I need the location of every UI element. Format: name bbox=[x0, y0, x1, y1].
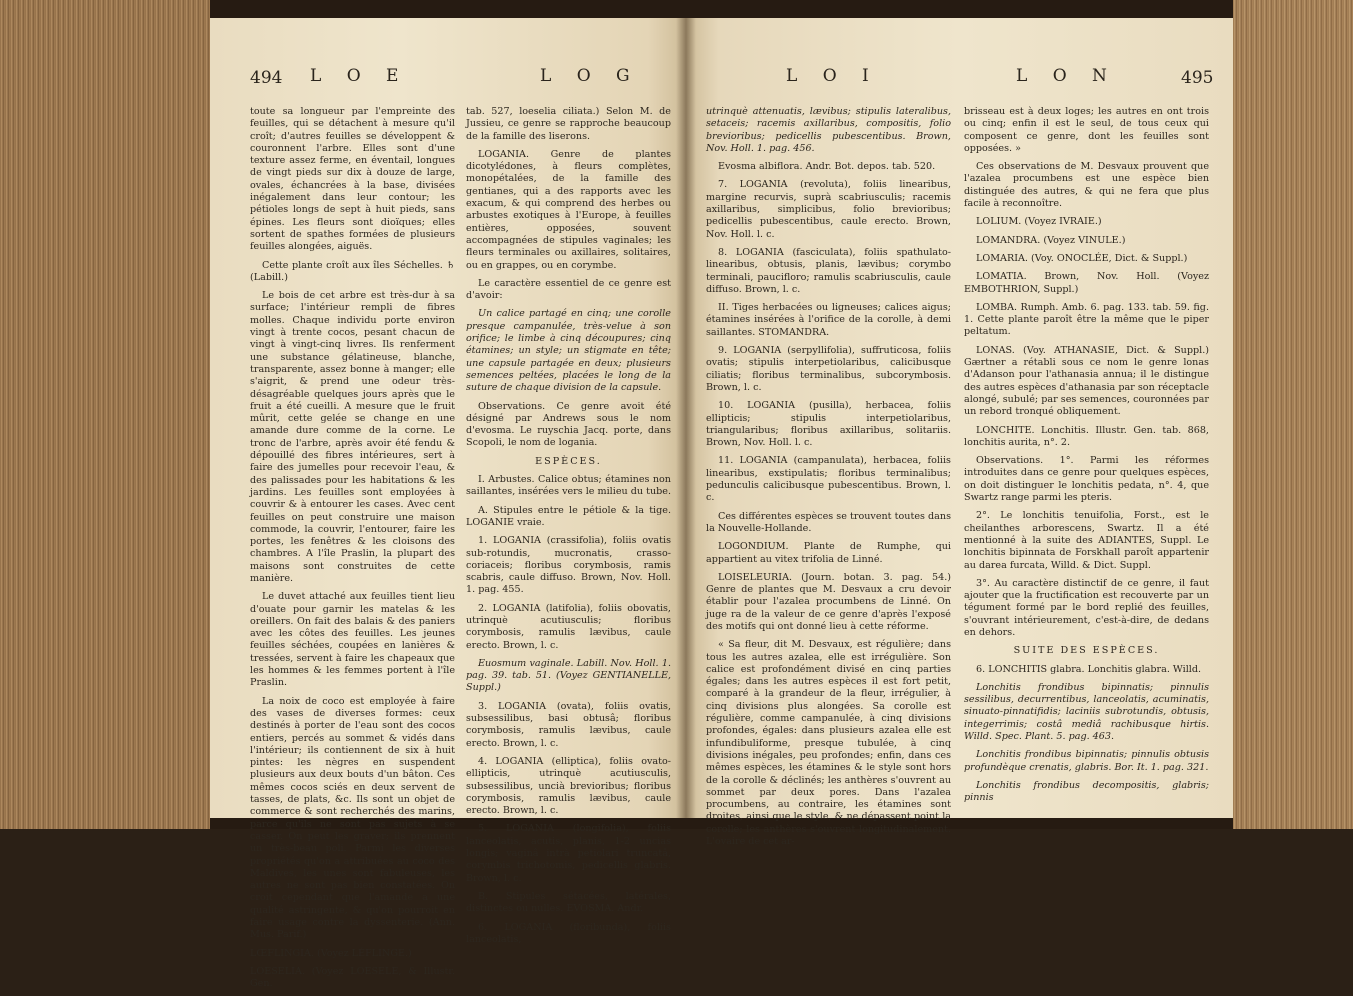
paragraph: Evosma albiflora. Andr. Bot. depos. tab. 520. bbox=[718, 161, 936, 173]
paragraph: Observations. 1°. Parmi les réformes introduites dans ce genre pour quelques espèces, on doit distinguer le lonchitis pedata, n°. 4, que Swartz range parmi les pteris. bbox=[964, 455, 1209, 504]
paragraph: 2°. Le lonchitis tenuifolia, Forst., est le cheilanthes arborescens, Swartz. Il a été mentionné à la suite des ADIANTES, Suppl. Le lonchitis bipinnata de Forskhall paroît appartenir au darea furcata, Willd. & Dict. Suppl. bbox=[964, 510, 1209, 571]
species-entry: 7. LOGANIA (revoluta), foliis linearibus, margine recurvis, suprà scabriusculis; racemis axillaribus, simplicibus, folio brevioribus; pedicellis pubescentibus, caule erecto. Brown, Nov. Holl. l. c. bbox=[706, 179, 951, 240]
left-running-head-right: L O G bbox=[540, 66, 640, 86]
paragraph: 3°. Au caractère distinctif de ce genre, il faut ajouter que la fructification est recouverte par un tégument formé par le bord replié des feuilles, s'ouvrant intérieurement, c'est-à-dire, de dedans en dehors. bbox=[964, 577, 1209, 638]
species-entry: 3. LOGANIA (ovata), foliis ovatis, subsessilibus, basi obtusâ; floribus corymbosis, ramulis lævibus, caule erecto. Brown, l. c. bbox=[466, 700, 671, 749]
entry-logania: LOGANIA. Genre de plantes dicotylédones, à fleurs complètes, monopétalées, de la famille des gentianes, qui a des rapports avec les exacum, & qui comprend des herbes ou arbustes exotiques à l'Europe, à feuilles entières, opposées, souvent accompagnées de stipules vaginales; les fleurs terminales ou axillaires, solitaires, ou en grappes, ou en corymbe. bbox=[466, 148, 671, 271]
species-entry: 6. LOGANIA (floribunda), foliis lanceolatis, bbox=[466, 921, 671, 945]
paragraph: Cette plante croît aux îles Séchelles. ♄ (Labill.) bbox=[250, 259, 455, 283]
paragraph: toute sa longueur par l'empreinte des feuilles, qui se détachent à mesure qu'il croît; d'autres feuilles se développent & couronnent l'arbre. Elles sont d'une texture assez ferme, en éventail, longues de vingt pieds sur dix à douze de large, ovales, échancrées à la base, divisées inégalement dans leur contour; les pétioles longs de sept à huit pieds, sans épines. Les fleurs sont dioïques; elles sortent de spathes formées de plusieurs feuilles alongées, aiguës. bbox=[250, 106, 455, 253]
paragraph: A. Stipules entre le pétiole & la tige. LOGANIE vraie. bbox=[466, 504, 671, 528]
right-column-1 bbox=[706, 106, 951, 854]
paragraph: Ces différentes espèces se trouvent toutes dans la Nouvelle-Hollande. bbox=[706, 510, 951, 534]
paragraph: I. Arbustes. Calice obtus; étamines non saillantes, insérées vers le milieu du tube. bbox=[466, 474, 671, 498]
section-heading: SUITE DES ESPÈCES. bbox=[1013, 645, 1160, 657]
entry-loeselia: LOESELIA. (Voyez LOESELE, & Illustr. Gen. bbox=[250, 965, 455, 990]
paragraph: Un calice partagé en cinq; une corolle presque campanulée, très-velue à son orifice; le limbe à cinq découpures; cinq étamines; un style; un stigmate en tête; une capsule partagée en deux; plusieurs semences peltées, placées le long de la suture de chaque division de la capsule. bbox=[466, 308, 671, 394]
paragraph: La noix de coco est employée à faire des vases de diverses formes: ceux destinés à porter de l'eau sont des cocos entiers, percés au sommet & vidés dans l'intérieur; ils contiennent de six à huit pintes: les nègres en suspendent plusieurs aux deux bouts d'un bâton. Ces mêmes cocos sciés en deux servent de tasses, de plats, &c. Ils sont un objet de commerce & sont recherchés des marins, parce qu'ils ne sont pas sujets à se casser. On peut les graver; ils prennent un très-beau poli. Parmi les diverses propriétés qu'on a attribuées au coco des Maldives, les unes sont fabuleuses, les autres ne sont pas bien constatées. On croit cependant que l'amande a une qualité astringente, & qu'on pourroit en faire usage contre la dyssenterie. (Ann. Mus. Parif.) bbox=[250, 695, 455, 941]
paragraph: Ces observations de M. Desvaux prouvent que l'azalea procumbens est une espèce bien distinguée des autres, & qui ne fera que plus facile à reconnoître. bbox=[964, 161, 1209, 210]
right-running-head-left: L O I bbox=[786, 66, 879, 86]
paragraph: B. Stipules sétacées, latérales, distinctes ou nulles. EVOSMA. Andr. bbox=[466, 890, 671, 915]
paragraph: utrinquè attenuatis, lævibus; stipulis lateralibus, setaceis; racemis axillaribus, compositis, folio brevioribus; pedicellis pubescentibus. Brown, Nov. Holl. 1. pag. 456. bbox=[706, 106, 951, 154]
entry-lonchite: LONCHITE. Lonchitis. Illustr. Gen. tab. 868, lonchitis aurita, n°. 2. bbox=[964, 424, 1209, 448]
left-column-1 bbox=[250, 106, 455, 996]
left-page-number: 494 bbox=[250, 68, 283, 88]
species-entry: 1. LOGANIA (crassifolia), foliis ovatis sub-rotundis, mucronatis, crasso-coriaceis; floribus corymbosis, ramis scabris, caule diffuso. Brown, Nov. Holl. 1. pag. 455. bbox=[466, 535, 671, 596]
species-entry: 4. LOGANIA (elliptica), foliis ovato-ellipticis, utrinquè acutiusculis, subsessilibus, uncià brevioribus; floribus corymbosis, ramulis lævibus, caule erecto. Brown, l. c. bbox=[466, 755, 671, 817]
entry-loeflingia: LŒFLINGIA. (Voyez LÉFLINGE.) bbox=[250, 947, 412, 959]
entry-lomatia: LOMATIA. Brown, Nov. Holl. (Voyez EMBOTHRION, Suppl.) bbox=[964, 271, 1209, 295]
species-entry: Lonchitis frondibus decompositis, glabris; pinnis bbox=[964, 779, 1209, 804]
paragraph: Observations. Ce genre avoit été désigné par Andrews sous le nom d'evosma. Le ruyschia Jacq. porte, dans Scopoli, le nom de logania. bbox=[466, 400, 671, 449]
left-page-edges bbox=[0, 0, 210, 829]
species-entry: 8. LOGANIA (fasciculata), foliis spathulato-linearibus, obtusis, planis, lævibus; corymbo terminali, paucifloro; ramulis scabriusculis, caule diffuso. Brown, l. c. bbox=[706, 246, 951, 295]
entry-lomaria: LOMARIA. (Voy. ONOCLÉE, Dict. & Suppl.) bbox=[976, 252, 1188, 264]
right-page-edges bbox=[1233, 0, 1353, 829]
entry-logondium: LOGONDIUM. Plante de Rumphe, qui appartient au vitex trifolia de Linné. bbox=[706, 541, 951, 565]
entry-lolium: LOLIUM. (Voyez IVRAIE.) bbox=[976, 216, 1102, 228]
species-entry: 9. LOGANIA (serpyllifolia), suffruticosa, foliis ovatis; stipulis interpetiolaribus, calicibusque ciliatis; floribus terminalibus, subcorymbosis. Brown, l. c. bbox=[706, 345, 951, 393]
right-page bbox=[686, 18, 1233, 848]
entry-lomandra: LOMANDRA. (Voyez VINULE.) bbox=[976, 234, 1126, 246]
paragraph: II. Tiges herbacées ou ligneuses; calices aigus; étamines insérées à l'orifice de la corolle, à demi saillantes. STOMANDRA. bbox=[706, 302, 951, 338]
right-column-2 bbox=[964, 106, 1209, 811]
entry-loiseleuria: LOISELEURIA. (Journ. botan. 3. pag. 54.) Genre de plantes que M. Desvaux a cru devoir établir pour l'azalea procumbens de Linné. On juge ra de la valeur de ce genre d'après l'exposé des motifs qui ont donné lieu à cette réforme. bbox=[706, 571, 951, 632]
species-entry: Euosmum vaginale. Labill. Nov. Holl. 1. pag. 39. tab. 51. (Voyez GENTIANELLE, Suppl.) bbox=[466, 657, 671, 694]
species-entry: Lonchitis frondibus bipinnatis; pinnulis sessilibus, decurrentibus, lanceolatis, acuminatis, sinuato-pinnatifidis; laciniis subrotundis, obtusis, integerrimis; costâ mediâ rachibusque hirtis. Willd. Spec. Plant. 5. pag. 463. bbox=[964, 681, 1209, 743]
paragraph: Le duvet attaché aux feuilles tient lieu d'ouate pour garnir les matelas & les oreillers. On fait des balais & des paniers avec les côtes des feuilles. Les jeunes feuilles séchées, coupées en lanières & tressées, servent à faire les chapeaux que les hommes & les femmes portent à l'île Praslin. bbox=[250, 591, 455, 689]
book-gutter bbox=[676, 18, 696, 818]
paragraph: Le bois de cet arbre est très-dur à sa surface; l'intérieur rempli de fibres molles. Chaque individu porte environ vingt à trente cocos, pesant chacun de vingt à vingt-cinq livres. Ils renferment une substance gélatineuse, blanche, transparente, assez bonne à manger; elle s'aigrit, & prend une odeur très-désagréable quelques jours après que le fruit a été cueilli. A mesure que le fruit mûrit, cette gelée se change en une amande dure comme de la corne. Le tronc de l'arbre, après avoir été fendu & dépouillé des fibres intérieures, sert à faire des jumelles pour recevoir l'eau, & des palissades pour les habitations & les jardins. Les feuilles sont employées à couvrir & à entourer les cases. Avec cent feuilles on peut construire une maison commode, la couvrir, l'entourer, faire les portes, les fenêtres & les cloisons des chambres. A l'île Praslin, la plupart des maisons sont construites de cette manière. bbox=[250, 290, 455, 584]
left-page bbox=[210, 18, 686, 990]
species-entry: 10. LOGANIA (pusilla), herbacea, foliis ellipticis; stipulis interpetiolaribus, triangularibus; floribus axillaribus, solitariis. Brown, Nov. Holl. l. c. bbox=[706, 400, 951, 449]
section-heading: ESPÈCES. bbox=[535, 455, 602, 467]
species-entry: 5. LOGANIA (longifolia), foliis lanceolatis, acutis, planis, 1-2 uncias longis; vaginâ intrà petiolari truncatâ, corymbis trichotomis, pedicellis glabris. Brown, l. c. bbox=[466, 823, 671, 884]
species-entry: Lonchitis frondibus bipinnatis; pinnulis obtusis profundèque crenatis, glabris. Bor. It. 1. pag. 321. bbox=[964, 749, 1209, 773]
species-entry: 2. LOGANIA (latifolia), foliis obovatis, utrinquè acutiusculis; floribus corymbosis, ramulis lævibus, caule erecto. Brown, l. c. bbox=[466, 602, 671, 651]
left-column-2 bbox=[466, 106, 671, 952]
paragraph: Le caractère essentiel de ce genre est d'avoir: bbox=[466, 277, 671, 302]
right-page-number: 495 bbox=[1181, 68, 1214, 88]
species-entry: 6. LONCHITIS glabra. Lonchitis glabra. Willd. bbox=[976, 663, 1202, 675]
left-running-head-left: L O E bbox=[310, 66, 409, 86]
right-running-head-right: L O N bbox=[1016, 66, 1117, 86]
entry-lomba: LOMBA. Rumph. Amb. 6. pag. 133. tab. 59. fig. 1. Cette plante paroît être la même que le piper peltatum. bbox=[964, 301, 1209, 338]
entry-lonas: LONAS. (Voy. ATHANASIE, Dict. & Suppl.) Gærtner a rétabli sous ce nom le genre lonas d'Adanson pour l'athanasia annua; il le distingue des autres espèces d'athanasia par son réceptacle alongé, subulé; par ses semences, couronnées par un rebord tronqué obliquement. bbox=[964, 344, 1209, 418]
species-entry: 11. LOGANIA (campanulata), herbacea, foliis linearibus, exstipulatis; floribus terminalibus; pedunculis calicibusque pubescentibus. Brown, l. c. bbox=[706, 455, 951, 504]
quotation: « Sa fleur, dit M. Desvaux, est régulière; dans tous les autres azalea, elle est irrégulière. Son calice est profondément divisé en cinq parties égales; dans les autres espèces il est fort petit, comparé à la grandeur de la fleur, irrégulier, à cinq divisions plus alongées. Sa corolle est régulière, comme campanulée, à cinq divisions profondes, égales: dans plusieurs azalea elle est infundibuliforme, presque tubulée, à cinq divisions inégales, peu profondes; enfin, dans ces mêmes espèces, les étamines & le style sont hors de la corolle & déclinés; les anthères s'ouvrent au sommet par deux pores. Dans l'azalea procumbens, au contraire, les étamines sont droites, ainsi que le style, & ne dépassent point la corolle; les anthères s'ouvrent longitudinalement. L'ovaire de cet ar- bbox=[706, 639, 951, 848]
paragraph: tab. 527, loeselia ciliata.) Selon M. de Jussieu, ce genre se rapproche beaucoup de la famille des liserons. bbox=[466, 106, 671, 142]
paragraph: brisseau est à deux loges; les autres en ont trois ou cinq; enfin il est le seul, de tous ceux qui composent ce genre, dont les feuilles sont opposées. » bbox=[964, 106, 1209, 154]
